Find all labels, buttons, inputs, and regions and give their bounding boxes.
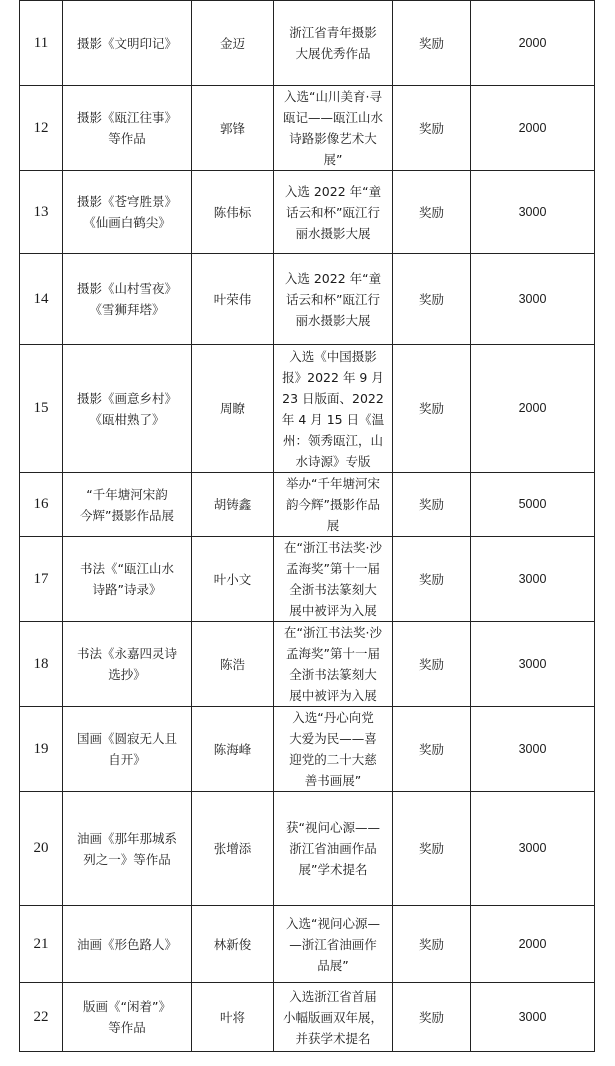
author-name: 胡铸鑫 xyxy=(192,473,274,537)
award-description xyxy=(274,707,393,792)
author-name: 陈伟标 xyxy=(192,171,274,254)
award-amount: 3000 xyxy=(471,792,595,906)
work-title-line: 等作品 xyxy=(108,131,146,146)
table-row xyxy=(20,86,595,171)
award-description xyxy=(274,983,393,1052)
award-type: 奖励 xyxy=(393,171,471,254)
work-title xyxy=(63,473,192,537)
row-number: 15 xyxy=(20,345,63,473)
award-description-line: 23 日版面、2022 xyxy=(282,390,384,406)
row-number: 20 xyxy=(20,792,63,906)
row-number: 11 xyxy=(20,1,63,86)
work-title xyxy=(63,86,192,171)
award-description xyxy=(274,86,393,171)
award-description-line: 全浙书法篆刻大 xyxy=(289,667,377,682)
work-title-line: 摄影《苍穹胜景》 xyxy=(76,194,177,209)
work-title xyxy=(63,983,192,1052)
award-table xyxy=(19,0,595,1052)
award-description-line: 州：领秀瓯江，山 xyxy=(282,432,383,448)
award-type: 奖励 xyxy=(393,473,471,537)
award-description-line: 丽水摄影大展 xyxy=(295,312,371,328)
table-row xyxy=(20,345,595,473)
work-title-line: 书法《“瓯江山水 xyxy=(80,561,174,576)
award-description-line: 水诗源》专版 xyxy=(295,453,371,469)
award-type: 奖励 xyxy=(393,345,471,473)
award-amount: 2000 xyxy=(471,86,595,171)
award-amount: 2000 xyxy=(471,345,595,473)
award-description-line: 展中被评为入展 xyxy=(289,688,377,703)
award-description-line: 入选“视问心源— xyxy=(286,915,380,931)
table-row xyxy=(20,906,595,983)
author-name: 林新俊 xyxy=(192,906,274,983)
work-title-line: 《瓯柑熟了》 xyxy=(89,411,165,427)
author-name: 叶将 xyxy=(192,983,274,1052)
award-description xyxy=(274,254,393,345)
work-title-line: 油画《那年那城系 xyxy=(76,830,177,846)
award-description-line: 展”学术提名 xyxy=(298,862,368,877)
award-type: 奖励 xyxy=(393,707,471,792)
award-type: 奖励 xyxy=(393,254,471,345)
award-type: 奖励 xyxy=(393,622,471,707)
award-description-line: 展” xyxy=(323,152,343,167)
author-name: 张增添 xyxy=(192,792,274,906)
award-description-line: 品展” xyxy=(317,957,349,973)
row-number: 22 xyxy=(20,983,63,1052)
award-type: 奖励 xyxy=(393,906,471,983)
award-description-line: 获“视问心源—— xyxy=(286,820,380,835)
award-description-line: 入选《中国摄影 xyxy=(289,348,377,364)
award-description-line: —浙江省油画作 xyxy=(289,936,377,952)
award-description-line: 迎党的二十大慈 xyxy=(289,752,377,767)
table-row xyxy=(20,1,595,86)
row-number: 16 xyxy=(20,473,63,537)
work-title xyxy=(63,537,192,622)
work-title-line: 版画《“闲着”》 xyxy=(83,999,171,1014)
row-number: 13 xyxy=(20,171,63,254)
award-description-line: 入选浙江省首届 xyxy=(289,988,377,1004)
award-description xyxy=(274,792,393,906)
work-title xyxy=(63,622,192,707)
author-name: 叶荣伟 xyxy=(192,254,274,345)
work-title-line: 等作品 xyxy=(108,1020,146,1035)
award-description-line: 诗路影像艺术大 xyxy=(289,131,377,146)
work-title xyxy=(63,254,192,345)
award-description-line: 瓯记——瓯江山水 xyxy=(282,110,383,125)
work-title xyxy=(63,1,192,86)
award-description-line: 报》2022 年 9 月 xyxy=(282,369,384,385)
work-title xyxy=(63,345,192,473)
award-description-line: 丽水摄影大展 xyxy=(295,225,371,241)
award-amount: 3000 xyxy=(471,171,595,254)
award-description-line: 话云和杯”瓯江行 xyxy=(286,291,380,307)
table-row xyxy=(20,171,595,254)
award-description xyxy=(274,171,393,254)
row-number: 12 xyxy=(20,86,63,171)
award-description-line: 善书画展” xyxy=(304,773,362,788)
award-description-line: 入选“山川美育·寻 xyxy=(284,89,382,104)
work-title-line: 《仙画白鹤尖》 xyxy=(83,215,171,230)
work-title-line: 今辉”摄影作品展 xyxy=(80,507,174,523)
work-title xyxy=(63,906,192,983)
row-number: 14 xyxy=(20,254,63,345)
work-title xyxy=(63,707,192,792)
award-description-line: 在“浙江书法奖·沙 xyxy=(284,540,382,555)
author-name: 陈浩 xyxy=(192,622,274,707)
work-title-line: 诗路”诗录》 xyxy=(92,582,162,597)
award-amount: 5000 xyxy=(471,473,595,537)
work-title-line: 摄影《瓯江往事》 xyxy=(76,110,177,125)
award-description-line: 浙江省油画作品 xyxy=(289,841,377,856)
award-description-line: 在“浙江书法奖·沙 xyxy=(284,625,382,640)
award-amount: 3000 xyxy=(471,254,595,345)
table-row xyxy=(20,254,595,345)
award-description-line: 孟海奖”第十一届 xyxy=(286,561,380,576)
author-name: 郭锋 xyxy=(192,86,274,171)
work-title-line: 摄影《文明印记》 xyxy=(76,35,177,51)
work-title-line: “千年塘河宋韵 xyxy=(86,486,168,502)
row-number: 21 xyxy=(20,906,63,983)
work-title xyxy=(63,792,192,906)
author-name: 周瞭 xyxy=(192,345,274,473)
award-amount: 3000 xyxy=(471,707,595,792)
award-description-line: 小幅版画双年展， xyxy=(282,1009,383,1025)
row-number: 19 xyxy=(20,707,63,792)
work-title-line: 书法《永嘉四灵诗 xyxy=(76,646,177,661)
work-title-line: 摄影《山村雪夜》 xyxy=(76,281,177,296)
award-type: 奖励 xyxy=(393,983,471,1052)
table-row xyxy=(20,622,595,707)
award-amount: 3000 xyxy=(471,537,595,622)
award-description-line: 韵今辉”摄影作品 xyxy=(286,497,380,512)
award-type: 奖励 xyxy=(393,537,471,622)
author-name: 叶小文 xyxy=(192,537,274,622)
award-amount: 2000 xyxy=(471,906,595,983)
work-title-line: 摄影《画意乡村》 xyxy=(76,390,177,406)
award-description xyxy=(274,345,393,473)
award-description-line: 浙江省青年摄影 xyxy=(289,25,377,40)
author-name: 陈海峰 xyxy=(192,707,274,792)
award-description-line: 话云和杯”瓯江行 xyxy=(286,204,380,220)
award-type: 奖励 xyxy=(393,792,471,906)
award-description-line: 全浙书法篆刻大 xyxy=(289,582,377,597)
table-row xyxy=(20,707,595,792)
table-row xyxy=(20,983,595,1052)
award-description xyxy=(274,537,393,622)
award-description-line: 并获学术提名 xyxy=(295,1030,371,1046)
award-amount: 3000 xyxy=(471,622,595,707)
award-description-line: 年 4 月 15 日《温 xyxy=(281,411,385,427)
row-number: 18 xyxy=(20,622,63,707)
award-type: 奖励 xyxy=(393,86,471,171)
work-title-line: 选抄》 xyxy=(108,667,146,682)
row-number: 17 xyxy=(20,537,63,622)
award-description-line: 大爱为民——喜 xyxy=(289,731,377,746)
work-title-line: 油画《形色路人》 xyxy=(76,936,177,952)
work-title-line: 列之一》等作品 xyxy=(83,851,171,867)
award-description-line: 大展优秀作品 xyxy=(295,46,371,61)
table-row xyxy=(20,537,595,622)
award-amount: 2000 xyxy=(471,1,595,86)
award-description-line: 孟海奖”第十一届 xyxy=(286,646,380,661)
award-type: 奖励 xyxy=(393,1,471,86)
award-description xyxy=(274,1,393,86)
work-title-line: 国画《圆寂无人且 xyxy=(76,731,177,746)
award-description xyxy=(274,622,393,707)
award-description-line: 入选“丹心向党 xyxy=(292,710,374,725)
work-title-line: 《雪狮拜塔》 xyxy=(89,302,165,317)
table-row xyxy=(20,473,595,537)
award-description-line: 展中被评为入展 xyxy=(289,603,377,618)
award-description xyxy=(274,473,393,537)
award-description-line: 入选 2022 年“童 xyxy=(284,270,382,286)
award-description-line: 入选 2022 年“童 xyxy=(284,183,382,199)
award-amount: 3000 xyxy=(471,983,595,1052)
award-description-line: 展 xyxy=(326,518,340,533)
work-title xyxy=(63,171,192,254)
award-description xyxy=(274,906,393,983)
author-name: 金迈 xyxy=(192,1,274,86)
table-row xyxy=(20,792,595,906)
award-description-line: 举办“千年塘河宋 xyxy=(286,476,380,491)
work-title-line: 自开》 xyxy=(108,752,146,767)
